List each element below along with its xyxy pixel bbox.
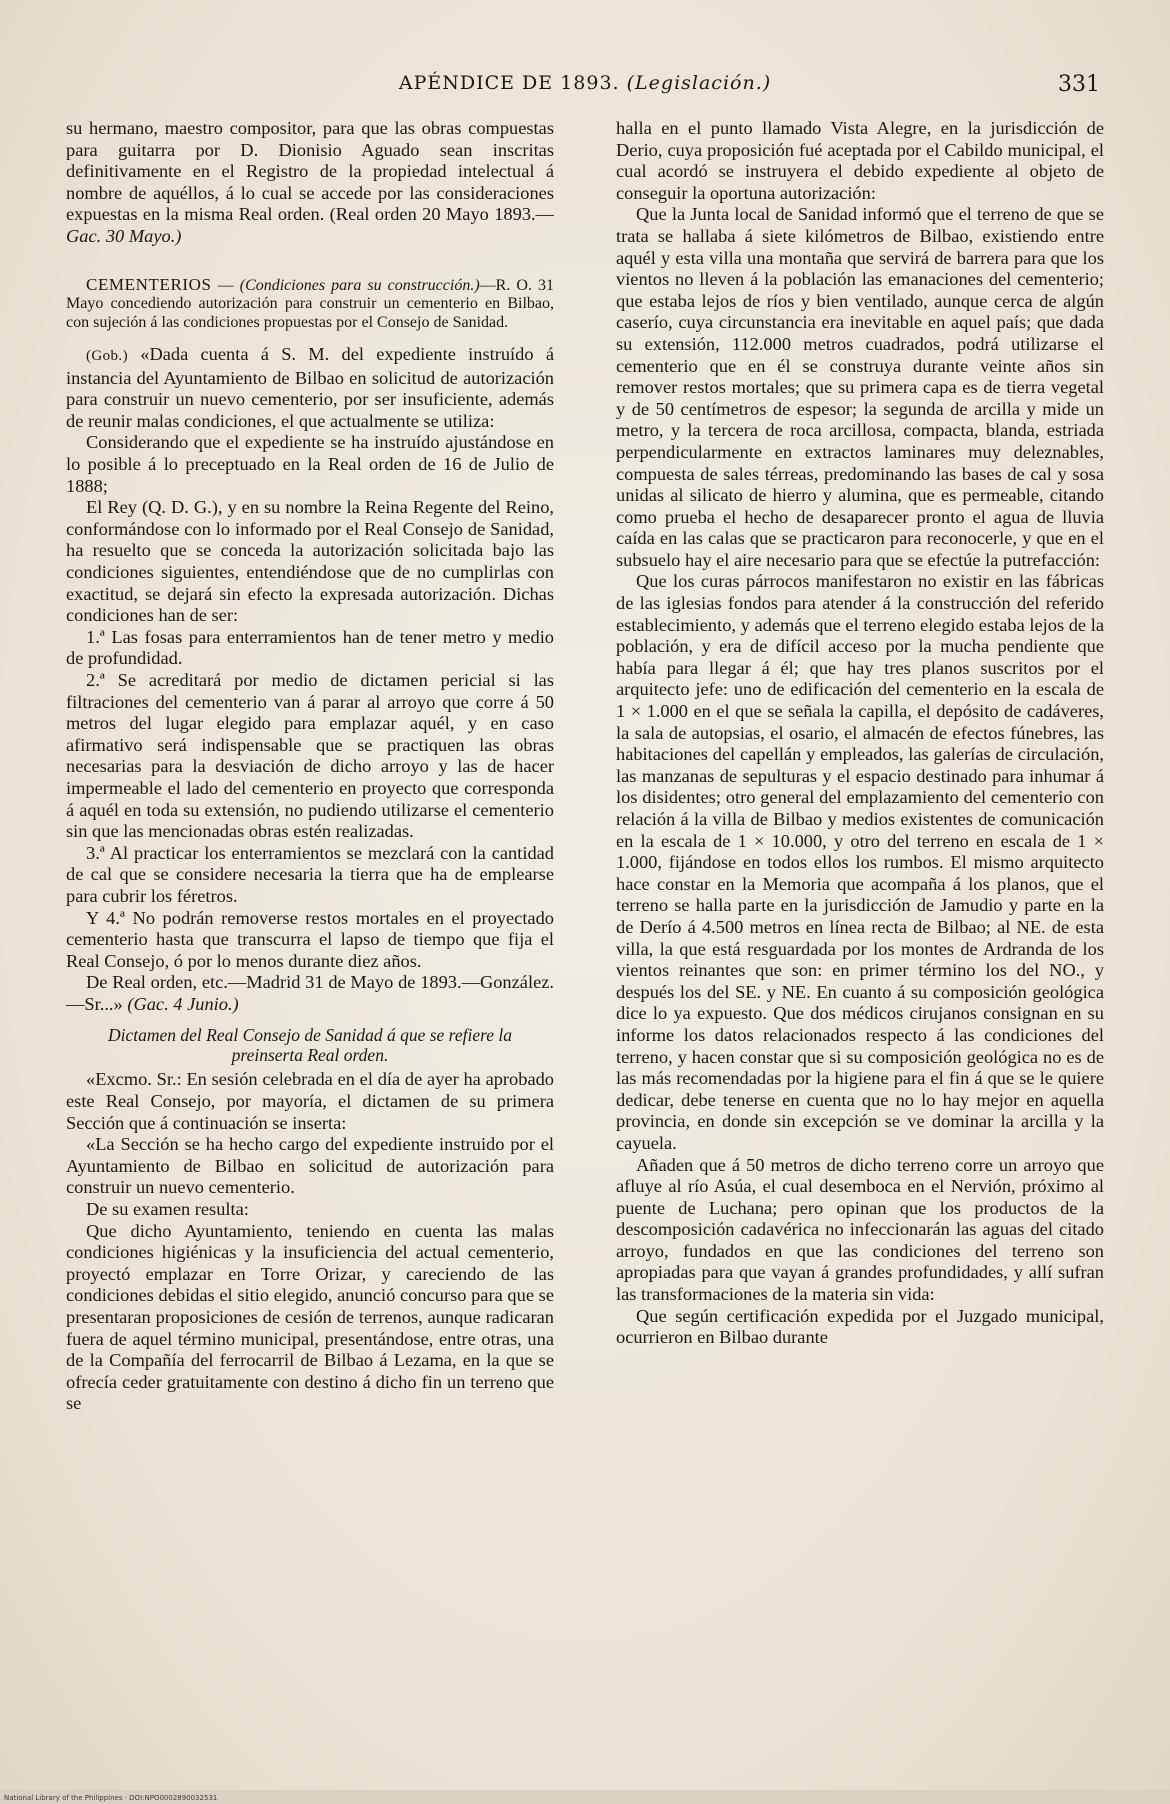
entry-summary: —R. O. 31 Mayo concediendo autorización para construir un cementerio en Bilbao, con sujeción á las condiciones propuestas por el Consejo de Sanidad.	[66, 276, 554, 331]
entry-subject: (Condiciones para su construcción.)	[239, 276, 480, 294]
paragraph: Que la Junta local de Sanidad informó que el terreno de que se trata se hallaba á siete kilómetros de Bilbao, existiendo entre aquél y esta villa una montaña que servirá de barrera para que los vientos no lleven á la población las emanaciones del cementerio; que estaba lejos de ríos y bien ventilado, aunque cerca de algún caserío, cuya circunstancia era inevitable en aquel país; que dada su extensión, 112.000 metros cuadrados, podrá utilizarse el cementerio que en él se construya durante veinte años sin remover restos mortales; que su primera capa es de tierra vegetal y de 50 centímetros de espesor; la segunda de arcilla y mide un metro, y la tercera de roca arcillosa, compacta, blanda, estriada perpendicularmente en extractos laminares muy deleznables, compuesta de sales térreas, predominando las bases de cal y sosa unidas al silicato de hierro y alumina, que es permeable, citando como prueba el hecho de desaparecer pronto el agua de lluvia caída en las calas que se practicaron para reconocerle, y que en el subsuelo hay el aire necesario para que se efectúe la putrefacción:	[616, 204, 1104, 570]
citation: (Gac. 4 Junio.)	[127, 993, 239, 1014]
paragraph: «La Sección se ha hecho cargo del expediente instruido por el Ayuntamiento de Bilbao en solicitud de autorización para construir un nuevo cementerio.	[66, 1134, 554, 1198]
paragraph: Considerando que el expediente se ha instruído ajustándose en lo posible á lo preceptuado en la Real orden de 16 de Julio de 1888;	[66, 432, 554, 496]
header-title-text: APÉNDICE DE	[398, 72, 554, 94]
entry-heading	[66, 276, 554, 333]
running-header	[70, 70, 1100, 110]
header-section: (Legislación.)	[626, 72, 772, 94]
paragraph: Que los curas párrocos manifestaron no existir en las fábricas de las iglesias fondos para atender á la construcción del referido establecimiento, y además que el terreno elegido estaba lejos de la población, y era de difícil acceso por la mucha pendiente que había para llegar á él; que hay tres planos suscritos por el arquitecto jefe: uno de edificación del cementerio en la escala de 1 × 1.000 en el que se señala la capilla, el depósito de cadáveres, la sala de autopsias, el osario, el almacén de efectos fúnebres, las habitaciones del capellán y empleados, las galerías de circulación, las manzanas de sepulturas y el espacio destinado para inhumar á los disidentes; otro general del emplazamiento del cementerio con relación á la villa de Bilbao y medios existentes de comunicación en la escala de 1 × 10.000, y otro del terreno en escala de 1 × 1.000, fijándose en todos ellos los rumbos. El mismo arquitecto hace constar en la Memoria que acompaña á los planos, que el terreno se halla parte en la jurisdicción de Jamudio y parte en la de Derío á 4.500 metros en línea recta de Bilbao; al NE. de esta villa, la que está resguardada por los montes de Ardranda de los vientos reinantes que son: en primer término los del NO., y después los del SE. y NE. En cuanto á su composición geológica dice lo ya expuesto. Que dos médicos cirujanos consignan en su informe los datos relacionados respecto á las condiciones del terreno, y hacen constar que si su composición geológica no es de las más recomendadas por la higiene para el fin á que se le quiere dedicar, debe tenerse en cuenta que no lo hay mejor en aquella provincia, en donde sin excepción se ve dominar la arcilla y la cayuela.	[616, 571, 1104, 1153]
paragraph	[66, 344, 554, 432]
entry-headword: CEMENTERIOS	[86, 274, 212, 294]
paragraph	[66, 972, 554, 1015]
paragraph: 3.ª Al practicar los enterramientos se mezclará con la cantidad de cal que se considere necesaria la tierra que ha de emplearse para cubrir los féretros.	[66, 842, 554, 906]
paragraph: halla en el punto llamado Vista Alegre, en la jurisdicción de Derio, cuya proposición fué aceptada por el Cabildo municipal, el cual acordó se instruyera el debido expediente al objeto de conseguir la oportuna autorización:	[616, 118, 1104, 203]
entry-dash: —	[211, 276, 240, 294]
citation: Gac. 30 Mayo.)	[66, 225, 182, 246]
paragraph-text: «Dada cuenta á S. M. del expediente instruído á instancia del Ayuntamiento de Bilbao en solicitud de autorización para construir un nuevo cementerio, por ser insuficiente, además de reunir malas condiciones, el que actualmente se utiliza:	[66, 344, 554, 431]
paragraph: De su examen resulta:	[86, 1199, 249, 1220]
left-column	[66, 118, 554, 1718]
gob-abbrev: (Gob.)	[86, 348, 128, 365]
section-subtitle: Dictamen del Real Consejo de Sanidad á que se refiere la preinserta Real orden.	[107, 1025, 513, 1066]
paragraph: Que dicho Ayuntamiento, teniendo en cuenta las malas condiciones higiénicas y la insuficiencia del actual cementerio, proyectó emplazar en Torre Orizar, y careciendo de las condiciones debidas el sitio elegido, anunció concurso para que se presentaran proposiciones de cesión de terrenos, aunque radicaran fuera de aquel término municipal, presentándose, entre otras, una de la Compañía del ferrocarril de Bilbao á Lezama, en la que se ofrecía ceder gratuitamente con destino á dicho fin un terreno que se	[66, 1220, 554, 1414]
paragraph: Y 4.ª No podrán removerse restos mortales en el proyectado cementerio hasta que transcurra el lapso de tiempo que fija el Real Consejo, ó por lo menos durante diez años.	[66, 907, 554, 971]
right-column	[616, 118, 1104, 1718]
paragraph: Que según certificación expedida por el Juzgado municipal, ocurrieron en Bilbao durante	[616, 1305, 1104, 1348]
header-year: 1893.	[560, 72, 620, 94]
paragraph-text: De Real orden, etc.—Madrid 31 de Mayo de 1893.—González.—Sr...»	[66, 972, 554, 1014]
scan-credit: National Library of the Philippines · DOI:NPO0002890032531	[4, 1794, 218, 1802]
paragraph-text: su hermano, maestro compositor, para que las obras compuestas para guitarra por D. Dionisio Aguado sean inscritas definitivamente en el Registro de la propiedad intelectual á nombre de aquéllos, á lo cual se accede por las consideraciones expuestas en la misma Real orden. (Real orden 20 Mayo 1893.—	[66, 118, 554, 225]
paragraph: El Rey (Q. D. G.), y en su nombre la Reina Regente del Reino, conformándose con lo informado por el Real Consejo de Sanidad, ha resuelto que se conceda la autorización solicitada bajo las condiciones siguientes, entendiéndose que de no cumplirlas con exactitud, se dejará sin efecto la expresada autorización. Dichas condiciones han de ser:	[66, 497, 554, 626]
paragraph: Añaden que á 50 metros de dicho terreno corre un arroyo que afluye al río Asúa, el cual desemboca en el Nervión, próximo al puente de Luchana; pero opinan que los productos de la descomposición cadavérica no infeccionarán las aguas del citado arroyo, fundados en que las condiciones del terreno son apropiadas para que vayan á grandes profundidades, y allí sufran las transformaciones de la materia sin vida:	[616, 1154, 1104, 1305]
paragraph	[66, 118, 554, 248]
page-number: 331	[1058, 72, 1100, 97]
paragraph: 1.ª Las fosas para enterramientos han de tener metro y medio de profundidad.	[66, 626, 554, 669]
paragraph: 2.ª Se acreditará por medio de dictamen pericial si las filtraciones del cementerio van á parar al arroyo que corre á 50 metros del lugar elegido para emplazar aquél, y en caso afirmativo será indispensable que se practiquen las obras necesarias para la desviación de dicho arroyo y las de hacer impermeable el lado del cementerio en proyecto que corresponda á aquél en toda su extensión, no pudiendo utilizarse el cementerio sin que las mencionadas obras estén realizadas.	[66, 669, 554, 842]
paragraph: «Excmo. Sr.: En sesión celebrada en el día de ayer ha aprobado este Real Consejo, por mayoría, el dictamen de su primera Sección que á continuación se inserta:	[66, 1069, 554, 1133]
header-title	[70, 72, 1100, 94]
